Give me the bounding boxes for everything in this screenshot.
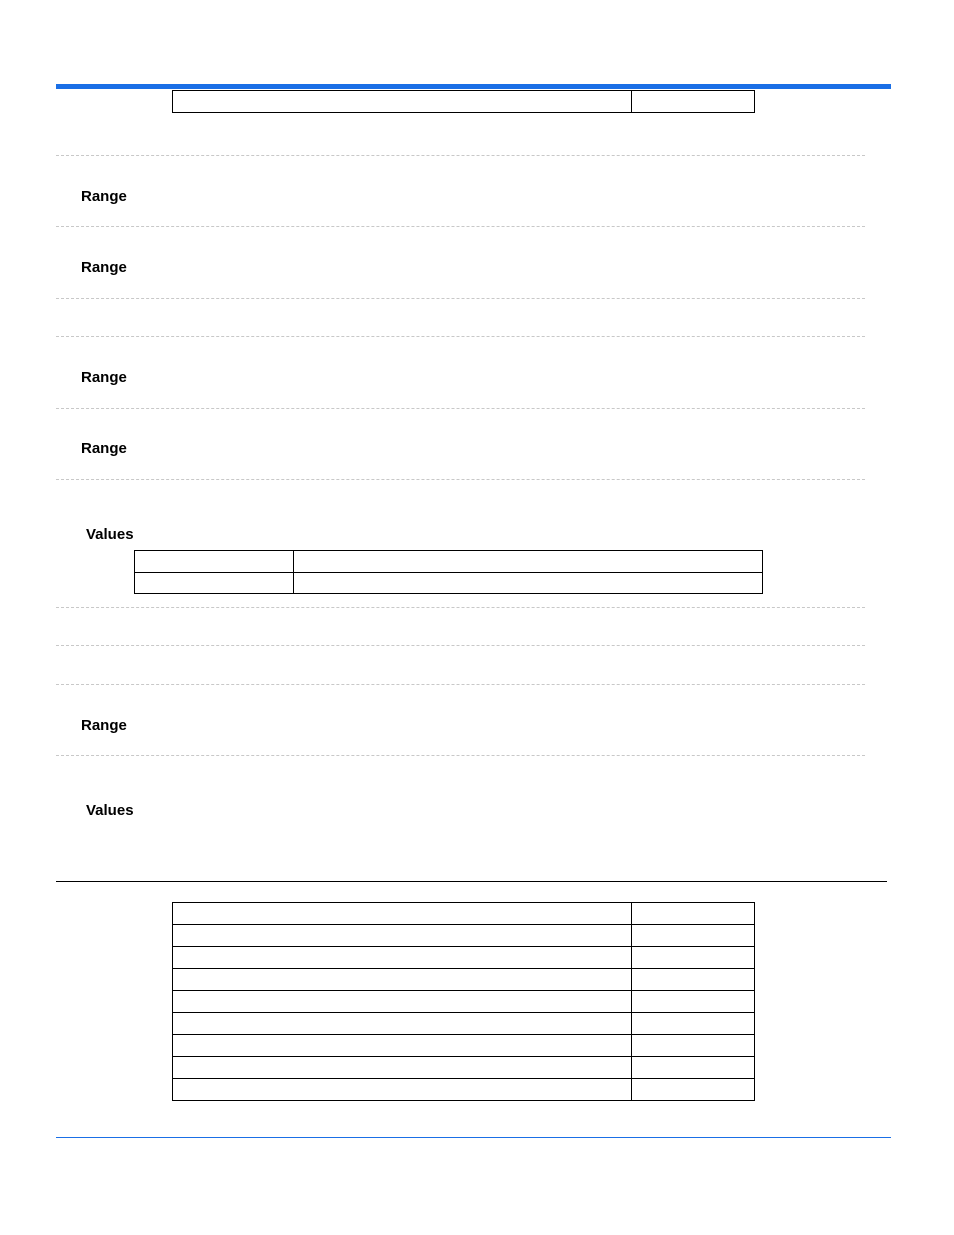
table-cell xyxy=(294,551,763,573)
table-cell xyxy=(632,925,755,947)
table-row xyxy=(173,947,755,969)
header-bar xyxy=(56,84,891,89)
table-row xyxy=(173,969,755,991)
divider xyxy=(56,607,865,608)
range-label: Range xyxy=(81,369,127,386)
table-cell xyxy=(173,991,632,1013)
table-row xyxy=(135,573,763,594)
range-label: Range xyxy=(81,440,127,457)
values-table xyxy=(134,550,763,594)
table-cell xyxy=(173,1057,632,1079)
divider xyxy=(56,645,865,646)
table-cell xyxy=(632,1013,755,1035)
divider xyxy=(56,684,865,685)
table-cell xyxy=(173,947,632,969)
table-cell xyxy=(632,991,755,1013)
table-cell xyxy=(632,903,755,925)
divider xyxy=(56,336,865,337)
table-row xyxy=(173,925,755,947)
table-cell xyxy=(173,903,632,925)
table-cell xyxy=(294,573,763,594)
divider xyxy=(56,298,865,299)
table-row xyxy=(173,903,755,925)
table-cell xyxy=(173,1013,632,1035)
bottom-table xyxy=(172,902,755,1101)
table-cell xyxy=(173,969,632,991)
footer-rule xyxy=(56,1137,891,1138)
table-cell xyxy=(632,947,755,969)
values-label: Values xyxy=(86,526,134,543)
table-cell xyxy=(173,1079,632,1101)
table-row xyxy=(173,1079,755,1101)
table-cell xyxy=(632,1057,755,1079)
table-cell xyxy=(632,91,755,113)
table-row xyxy=(173,991,755,1013)
table-cell xyxy=(632,969,755,991)
table-cell xyxy=(135,551,294,573)
table-row xyxy=(173,1013,755,1035)
table-cell xyxy=(173,925,632,947)
table-cell xyxy=(135,573,294,594)
range-label: Range xyxy=(81,717,127,734)
range-label: Range xyxy=(81,259,127,276)
table-cell xyxy=(173,1035,632,1057)
divider xyxy=(56,479,865,480)
values-label: Values xyxy=(86,802,134,819)
divider xyxy=(56,226,865,227)
table-cell xyxy=(632,1035,755,1057)
divider xyxy=(56,755,865,756)
section-rule xyxy=(56,881,887,882)
table-row xyxy=(173,1057,755,1079)
table-cell xyxy=(632,1079,755,1101)
table-row xyxy=(173,91,755,113)
top-table xyxy=(172,90,755,113)
divider xyxy=(56,155,865,156)
range-label: Range xyxy=(81,188,127,205)
table-row xyxy=(173,1035,755,1057)
divider xyxy=(56,408,865,409)
table-row xyxy=(135,551,763,573)
table-cell xyxy=(173,91,632,113)
